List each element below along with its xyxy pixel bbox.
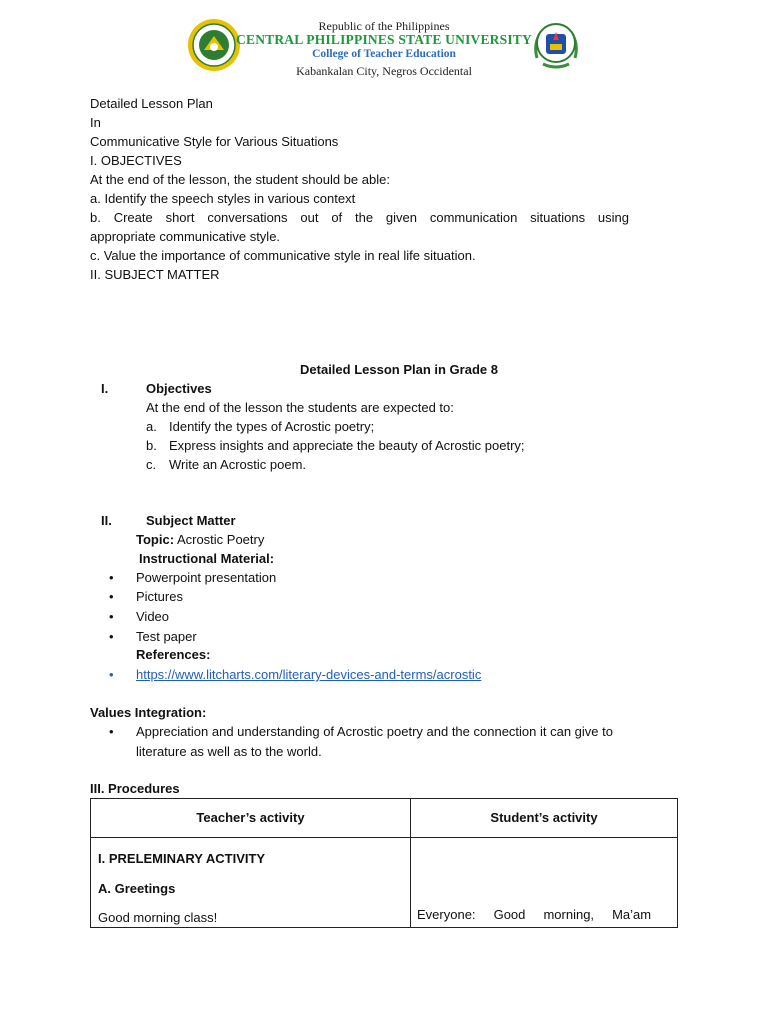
objective-b-marker: b.	[146, 438, 157, 453]
materials-label: Instructional Material:	[139, 551, 275, 566]
header-college: College of Teacher Education	[312, 48, 456, 60]
procedures-table	[90, 798, 678, 928]
values-label: Values Integration:	[90, 705, 207, 720]
plan-title: Detailed Lesson Plan in Grade 8	[300, 362, 498, 377]
header-address: Kabankalan City, Negros Occidental	[296, 64, 472, 78]
preliminary-activity: I. PRELEMINARY ACTIVITY	[98, 851, 266, 866]
material-item: • Test paper	[136, 627, 197, 646]
topic-line	[136, 530, 264, 549]
header-republic: Republic of the Philippines	[318, 19, 450, 33]
table-header-row	[91, 799, 678, 838]
procedures-heading: III. Procedures	[90, 781, 180, 796]
objective-a-text: Identify the types of Acrostic poetry;	[169, 419, 375, 434]
subject-numeral: II.	[101, 513, 112, 528]
student-activity-cell	[411, 838, 678, 928]
values-line-1: • Appreciation and understanding of Acrostic poetry and the connection it can give to	[136, 722, 613, 741]
intro-objective-b-1: b. Create short conversations out of the given communication situations using	[90, 210, 629, 225]
intro-objective-c: c. Value the importance of communicative style in real life situation.	[90, 248, 476, 263]
values-line-2: literature as well as to the world.	[136, 744, 322, 759]
references-label: References:	[136, 647, 211, 662]
student-greeting: Everyone: Good morning, Ma’am	[417, 907, 652, 922]
reference-link[interactable]: • https://www.litcharts.com/literary-devices-and-terms/acrostic	[136, 665, 481, 684]
objective-b-text: Express insights and appreciate the beauty of Acrostic poetry;	[169, 438, 525, 453]
objectives-numeral: I.	[101, 381, 109, 396]
objectives-lead: At the end of the lesson the students are expected to:	[146, 400, 454, 415]
intro-lead: At the end of the lesson, the student should be able:	[90, 172, 390, 187]
intro-subject-heading: II. SUBJECT MATTER	[90, 267, 220, 282]
intro-line-1: Detailed Lesson Plan	[90, 96, 213, 111]
material-item: • Powerpoint presentation	[136, 568, 276, 587]
teacher-activity-cell	[91, 838, 411, 928]
intro-objectives-heading: I. OBJECTIVES	[90, 153, 182, 168]
intro-line-2: In	[90, 115, 101, 130]
objective-a-marker: a.	[146, 419, 157, 434]
teacher-column-header: Teacher’s activity	[91, 799, 411, 838]
intro-objective-a: a. Identify the speech styles in various context	[90, 191, 356, 206]
material-item: • Video	[136, 607, 169, 626]
greetings-heading: A. Greetings	[98, 881, 176, 896]
topic-value: Acrostic Poetry	[176, 532, 265, 547]
objective-c-text: Write an Acrostic poem.	[169, 457, 307, 472]
objectives-heading: Objectives	[146, 381, 212, 396]
intro-line-3: Communicative Style for Various Situations	[90, 134, 339, 149]
objective-c-marker: c.	[146, 457, 157, 472]
header-university: CENTRAL PHILIPPINES STATE UNIVERSITY	[236, 32, 532, 47]
subject-heading: Subject Matter	[146, 513, 236, 528]
topic-label: Topic:	[136, 532, 175, 547]
table-row	[91, 838, 678, 928]
student-column-header: Student’s activity	[411, 799, 678, 838]
intro-objective-b-2: appropriate communicative style.	[90, 229, 281, 244]
teacher-greeting: Good morning class!	[98, 910, 218, 925]
material-item: • Pictures	[136, 587, 183, 606]
